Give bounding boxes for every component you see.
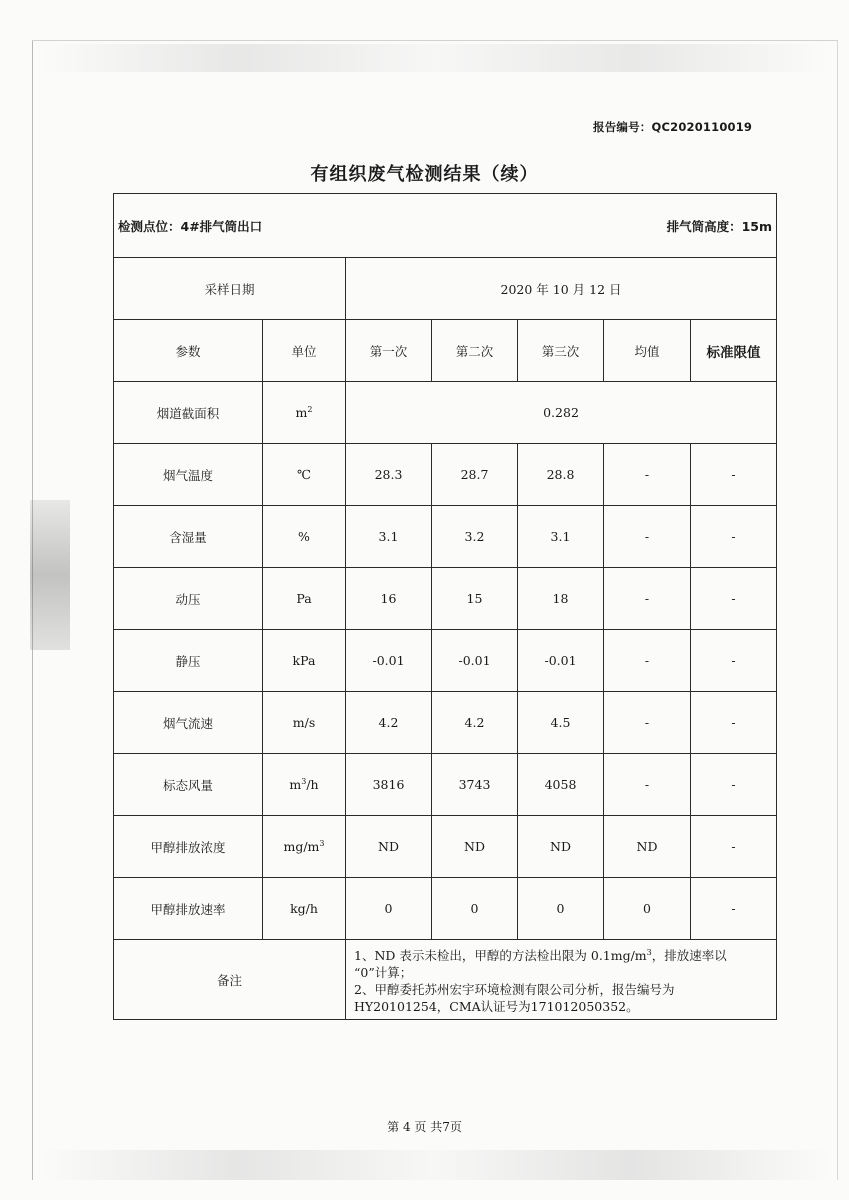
table-row xyxy=(114,444,777,506)
value-cell: -0.01 xyxy=(518,630,604,692)
value-cell: -0.01 xyxy=(432,630,518,692)
limit-cell: - xyxy=(691,878,777,940)
value-cell: 4.2 xyxy=(432,692,518,754)
value-cell: 3.1 xyxy=(346,506,432,568)
unit-cell: % xyxy=(263,506,346,568)
column-header: 第二次 xyxy=(432,320,518,382)
table-row xyxy=(114,692,777,754)
table-row xyxy=(114,754,777,816)
remark-line xyxy=(354,944,770,964)
average-cell: - xyxy=(604,630,691,692)
scan-noise xyxy=(40,1150,830,1180)
value-cell: 0 xyxy=(518,878,604,940)
table-row xyxy=(114,568,777,630)
column-header: 参数 xyxy=(114,320,263,382)
column-header: 标准限值 xyxy=(691,320,777,382)
results-table xyxy=(113,193,777,1020)
table-row xyxy=(114,816,777,878)
unit-superscript: 3 xyxy=(319,838,325,848)
unit-base: m xyxy=(295,405,308,421)
unit-cell xyxy=(263,816,346,878)
remarks-row xyxy=(114,940,777,1020)
limit-cell: - xyxy=(691,444,777,506)
value-cell: 16 xyxy=(346,568,432,630)
value-cell: 3816 xyxy=(346,754,432,816)
value-cell: 15 xyxy=(432,568,518,630)
param-name: 甲醇排放速率 xyxy=(114,878,263,940)
column-header-row xyxy=(114,320,777,382)
value-cell: 28.7 xyxy=(432,444,518,506)
unit-cell: ℃ xyxy=(263,444,346,506)
page-edge xyxy=(837,40,838,1180)
limit-cell: - xyxy=(691,754,777,816)
sampling-date-row xyxy=(114,258,777,320)
value-cell: ND xyxy=(432,816,518,878)
param-name: 标态风量 xyxy=(114,754,263,816)
limit-cell: - xyxy=(691,630,777,692)
value-cell: ND xyxy=(518,816,604,878)
remark-text: ，排放速率以 xyxy=(651,948,727,964)
unit-cell: m/s xyxy=(263,692,346,754)
unit-base: mg/m xyxy=(283,839,320,855)
remark-superscript: 3 xyxy=(646,948,652,957)
value-cell: 4.5 xyxy=(518,692,604,754)
average-cell: 0 xyxy=(604,878,691,940)
limit-cell: - xyxy=(691,692,777,754)
column-header: 第三次 xyxy=(518,320,604,382)
unit-cell: kPa xyxy=(263,630,346,692)
seal-stamp-fragment xyxy=(30,500,70,650)
value-cell: 3.1 xyxy=(518,506,604,568)
remarks-label: 备注 xyxy=(114,940,346,1020)
column-header: 单位 xyxy=(263,320,346,382)
average-cell: ND xyxy=(604,816,691,878)
table-row xyxy=(114,630,777,692)
limit-cell: - xyxy=(691,568,777,630)
value-cell: 0 xyxy=(346,878,432,940)
value-cell: 0 xyxy=(432,878,518,940)
average-cell: - xyxy=(604,506,691,568)
unit-cell: Pa xyxy=(263,568,346,630)
column-header: 第一次 xyxy=(346,320,432,382)
param-name: 含湿量 xyxy=(114,506,263,568)
table-row xyxy=(114,382,777,444)
column-header: 均值 xyxy=(604,320,691,382)
sampling-date-label: 采样日期 xyxy=(114,258,346,320)
unit-cell xyxy=(263,754,346,816)
sampling-date-value: 2020 年 10 月 12 日 xyxy=(346,258,777,320)
remark-text: 1、ND 表示未检出，甲醇的方法检出限为 0.1mg/m xyxy=(354,948,647,964)
page-number: 第 4 页 共7页 xyxy=(387,1120,462,1134)
table-row xyxy=(114,506,777,568)
param-name: 烟道截面积 xyxy=(114,382,263,444)
limit-cell: - xyxy=(691,506,777,568)
remark-line: “0”计算； xyxy=(354,965,413,981)
value-cell: 4.2 xyxy=(346,692,432,754)
unit-superscript: 3 xyxy=(301,776,307,786)
unit-tail: /h xyxy=(306,777,319,793)
average-cell: - xyxy=(604,692,691,754)
document-title: 有组织废气检测结果（续） xyxy=(310,164,539,185)
value-cell: 28.3 xyxy=(346,444,432,506)
param-name: 静压 xyxy=(114,630,263,692)
value-cell: 3743 xyxy=(432,754,518,816)
average-cell: - xyxy=(604,568,691,630)
value-cell: 18 xyxy=(518,568,604,630)
unit-base: m xyxy=(289,777,302,793)
param-name: 动压 xyxy=(114,568,263,630)
page-edge xyxy=(32,40,838,41)
param-name: 甲醇排放浓度 xyxy=(114,816,263,878)
value-cell: 3.2 xyxy=(432,506,518,568)
sampling-point: 检测点位：4#排气筒出口 xyxy=(118,218,263,234)
remark-line: HY20101254，CMA认证号为171012050352。 xyxy=(354,999,639,1015)
param-name: 烟气温度 xyxy=(114,444,263,506)
merged-value: 0.282 xyxy=(346,382,777,444)
unit-cell: kg/h xyxy=(263,878,346,940)
unit-cell xyxy=(263,382,346,444)
value-cell: 4058 xyxy=(518,754,604,816)
value-cell: -0.01 xyxy=(346,630,432,692)
unit-superscript: 2 xyxy=(307,404,313,414)
report-number: 报告编号：QC2020110019 xyxy=(593,120,753,134)
table-row xyxy=(114,878,777,940)
average-cell: - xyxy=(604,754,691,816)
info-row xyxy=(114,194,777,258)
remark-line: 2、甲醇委托苏州宏宇环境检测有限公司分析，报告编号为 xyxy=(354,982,675,998)
stack-height: 排气筒高度：15m xyxy=(666,218,773,234)
remarks-text xyxy=(346,940,777,1020)
average-cell: - xyxy=(604,444,691,506)
scan-noise xyxy=(40,44,830,72)
value-cell: 28.8 xyxy=(518,444,604,506)
value-cell: ND xyxy=(346,816,432,878)
limit-cell: - xyxy=(691,816,777,878)
param-name: 烟气流速 xyxy=(114,692,263,754)
